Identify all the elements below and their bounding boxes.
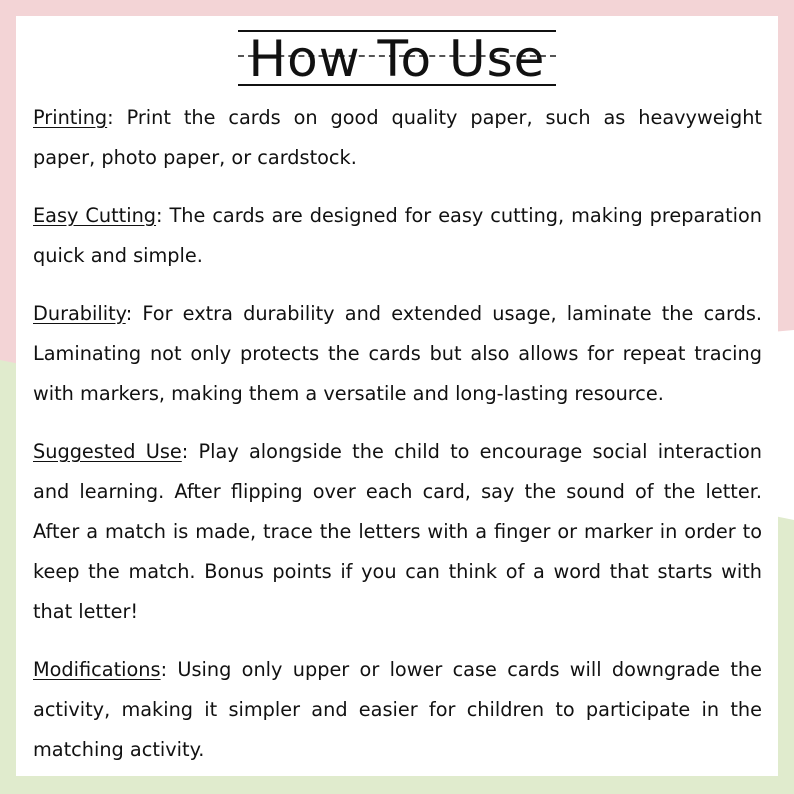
section-durability: Durability: For extra durability and extended usage, laminate the cards. Laminating not only protects the cards but also allows for repeat tracing with markers, making them a versatile and long-lasting resource. — [33, 302, 762, 405]
section-modifications: Modifications: Using only upper or lower case cards will downgrade the activity, making it simpler and easier for children to participate in the matching activity. — [33, 658, 762, 761]
page-title: How To Use — [248, 30, 546, 88]
handwriting-guide-lines — [238, 26, 556, 94]
section-text: For extra durability and extended usage, laminate the cards. Laminating not only protects the cards but also allows for repeat tracing with markers, making them a versatile and long-lasting resource. — [33, 302, 762, 405]
section-printing: Printing: Print the cards on good quality paper, such as heavyweight paper, photo paper, or cardstock. — [33, 106, 762, 169]
section-text: The cards are designed for easy cutting, making preparation quick and simple. — [33, 204, 762, 267]
instructions-body — [33, 98, 762, 788]
section-text: Print the cards on good quality paper, such as heavyweight paper, photo paper, or cardstock. — [33, 106, 762, 169]
section-easy-cutting: Easy Cutting: The cards are designed for easy cutting, making preparation quick and simple. — [33, 204, 762, 267]
title-block — [16, 26, 778, 94]
section-heading: Suggested Use — [33, 440, 182, 463]
section-heading: Modifications — [33, 658, 161, 681]
section-text: Using only upper or lower case cards will downgrade the activity, making it simpler and easier for children to participate in the matching activity. — [33, 658, 762, 761]
section-suggested-use: Suggested Use: Play alongside the child to encourage social interaction and learning. After flipping over each card, say the sound of the letter. After a match is made, trace the letters with a finger or marker in order to keep the match. Bonus points if you can think of a word that starts with that letter! — [33, 440, 762, 623]
section-heading: Easy Cutting — [33, 204, 157, 227]
section-text: Play alongside the child to encourage social interaction and learning. After flipping over each card, say the sound of the letter. After a match is made, trace the letters with a finger or marker in order to keep the match. Bonus points if you can think of a word that starts with that letter! — [33, 440, 762, 623]
section-heading: Printing — [33, 106, 108, 129]
instruction-card — [16, 16, 778, 776]
section-heading: Durability — [33, 302, 126, 325]
